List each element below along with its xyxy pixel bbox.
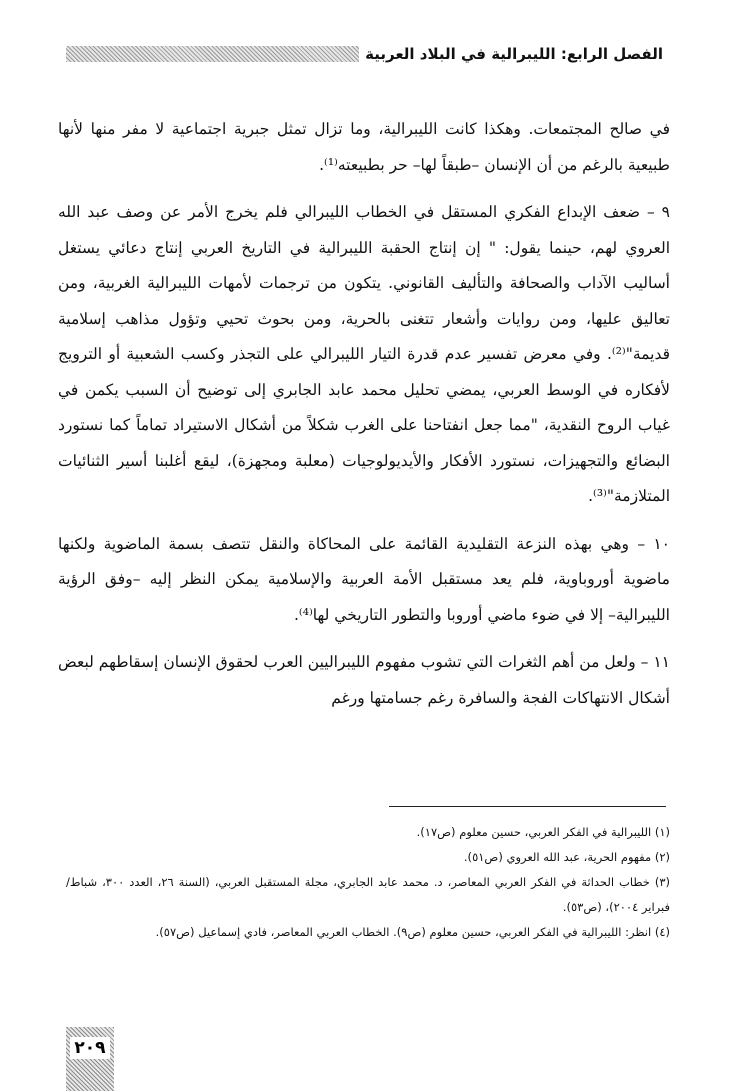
footnotes bbox=[66, 820, 670, 945]
footnote-separator bbox=[389, 806, 666, 807]
page-number-block bbox=[66, 1027, 114, 1091]
body-text bbox=[58, 112, 670, 716]
footnote-2: (٢) مفهوم الحرية، عبد الله العروي (ص٥١). bbox=[463, 850, 670, 864]
paragraph-9: ٩ – ضعف الإبداع الفكري المستقل في الخطاب الليبرالي فلم يخرج الأمر عن وصف عبد الله العروي لهم، حينما يقول: " إن إنتاج الحقبة الليبرالية في التاريخ العربي إنتاج دعائي يستغل أساليب الآداب والصحافة والتأليف القانوني. يتكون من ترجمات لأمهات الليبرالية الغربية، ومن تعاليق عليها، ومن روايات وأشعار تتغنى بالحرية، ومن بحوث تحيي وتؤول مذاهب إسلامية قديمة"⁽²⁾. وفي معرض تفسير عدم قدرة التيار الليبرالي على التجذر وكسب الشعبية أو الترويج لأفكاره في الوسط العربي، يمضي تحليل محمد عابد الجابري إلى توضيح أن السبب يكمن في غياب الروح النقدية، "مما جعل انفتاحنا على الغرب شكلاً من أشكال الاستيراد تماماً كما نستورد البضائع والتجهيزات، نستورد الأفكار والأيديولوجيات (معلبة ومجهزة)، ليقع أغلبنا أسير الثنائيات المتلازمة"⁽³⁾. bbox=[58, 203, 670, 505]
paragraph-10: ١٠ – وهي بهذه النزعة التقليدية القائمة على المحاكاة والنقل تتصف بسمة الماضوية ولكنها ماضوية أوروباوية، فلم يعد مستقبل الأمة العربية والإسلامية يمكن النظر إليه –وفق الرؤية الليبرالية– إلا في ضوء ماضي أوروبا والتطور التاريخي لها⁽⁴⁾. bbox=[58, 534, 670, 624]
page-number: ٢٠٩ bbox=[70, 1037, 110, 1059]
paragraph-11: ١١ – ولعل من أهم الثغرات التي تشوب مفهوم الليبراليين العرب لحقوق الإنسان إسقاطهم لبعض أشكال الانتهاكات الفجة والسافرة رغم جسامتها ورغم bbox=[57, 653, 670, 707]
footnote-3: (٣) خطاب الحداثة في الفكر العربي المعاصر، د. محمد عابد الجابري، مجلة المستقبل العربي، (السنة ٢٦، العدد ٣٠٠، شباط/ فبراير ٢٠٠٤)، (ص٥٣). bbox=[66, 875, 670, 914]
footnote-4: (٤) انظر: الليبرالية في الفكر العربي، حسين معلوم (ص٩). الخطاب العربي المعاصر، فادي إسماعيل (ص٥٧). bbox=[155, 925, 670, 939]
chapter-title: الفصل الرابع: الليبرالية في البلاد العربية bbox=[359, 44, 663, 64]
paragraph-continuation: في صالح المجتمعات. وهكذا كانت الليبرالية، وما تزال تمثل جبرية اجتماعية لا مفر منها لأنها طبيعية بالرغم من أن الإنسان –طبقاً لها– حر بطبيعته⁽¹⁾. bbox=[58, 120, 670, 174]
footnote-1: (١) الليبرالية في الفكر العربي، حسين معلوم (ص١٧). bbox=[416, 825, 670, 839]
running-header bbox=[66, 42, 663, 68]
